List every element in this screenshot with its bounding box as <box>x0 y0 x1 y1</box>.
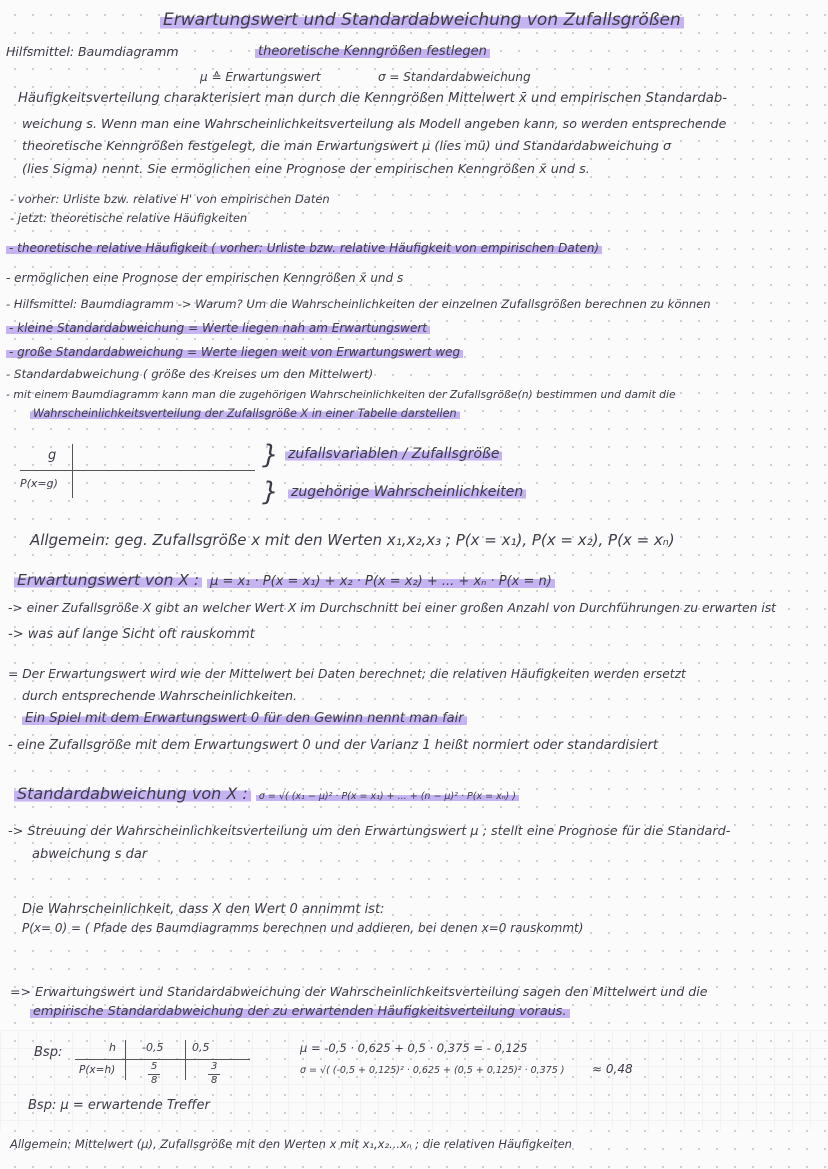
erwartung-line: -> was auf lange Sicht oft rauskommt <box>8 627 255 642</box>
prob-zero-line: P(x= 0) = ( Pfade des Baumdiagramms berechnen und addieren, bei denen x=0 rauskommt) <box>22 921 584 935</box>
erwartung-note: durch entsprechende Wahrscheinlichkeiten. <box>22 688 297 703</box>
table-note-variables: zufallsvariablen / Zufallsgröße <box>285 446 502 463</box>
bullet-item: - ermöglichen eine Prognose der empirischen Kenngrößen x̄ und s <box>6 271 404 285</box>
standard-line: abweichung s dar <box>32 847 148 862</box>
bsp-prob-a-den: 8 <box>151 1075 158 1086</box>
bsp-sigma-calc: σ = √( (-0,5 + 0,125)² · 0,625 + (0,5 + 0,125)² · 0,375 ) <box>300 1065 565 1076</box>
before-line: - vorher: Urliste bzw. relative H' von empirischen Daten <box>10 192 330 206</box>
bullet-item: - kleine Standardabweichung = Werte liegen nah am Erwartungswert <box>6 321 430 335</box>
bullet-item: - Hilfsmittel: Baumdiagramm -> Warum? Um die Wahrscheinlichkeiten der einzelnen Zufallsgrößen berechnen zu können <box>6 297 711 311</box>
bsp-mu-note: Bsp: μ = erwartende Treffer <box>28 1098 210 1113</box>
intro-line: theoretische Kenngrößen festgelegt, die man Erwartungswert μ (lies mü) und Standardabweichung σ <box>22 139 672 154</box>
erwartung-note: Ein Spiel mit dem Erwartungswert 0 für den Gewinn nennt man fair <box>22 711 467 727</box>
intro-line: weichung s. Wenn man eine Wahrscheinlichkeitsverteilung als Modell angeben kann, so werden entsprechende <box>22 116 727 131</box>
standardabweichung-heading: Standardabweichung von X : σ = √( (x₁ − μ)² · P(x = x₁) + ... + (n − μ)² · P(x = xₙ) ) <box>14 784 519 803</box>
bsp-divider <box>75 1059 250 1060</box>
bsp-prob-a-num: 5 <box>151 1061 158 1072</box>
page-subtitle: theoretische Kenngrößen festlegen <box>255 44 490 60</box>
bsp-p-label: P(x=h) <box>79 1064 116 1076</box>
brace-icon: } <box>262 440 279 470</box>
footer-line: Allgemein: Mittelwert (μ), Zufallsgröße mit den Werten x mit x₁,x₂...xₙ ; die relativen Häufigkeiten <box>10 1137 572 1151</box>
bsp-prob-b-num: 3 <box>211 1061 218 1072</box>
bullet-item: - große Standardabweichung = Werte liegen weit von Erwartungswert weg <box>6 345 463 359</box>
bsp-divider <box>185 1040 186 1080</box>
sigma-definition: σ = Standardabweichung <box>378 70 531 84</box>
table-row-label-p: P(x=g) <box>20 477 58 490</box>
mu-definition: μ ≙ Erwartungswert <box>200 70 321 84</box>
erwartung-line: -> einer Zufallsgröße X gibt an welcher Wert X im Durchschnitt bei einer großen Anzahl von Durchführungen zu erwarten ist <box>8 601 776 615</box>
distribution-table-template <box>18 442 268 502</box>
table-divider-horizontal <box>20 470 255 471</box>
bsp-sigma-result: ≈ 0,48 <box>592 1062 633 1076</box>
table-divider-vertical <box>72 444 73 498</box>
erwartung-note: - eine Zufallsgröße mit dem Erwartungswert 0 und der Varianz 1 heißt normiert oder standardisiert <box>8 738 659 753</box>
after-line: - jetzt: theoretische relative Häufigkeiten <box>10 211 248 225</box>
bsp-label: Bsp: <box>34 1045 63 1060</box>
erwartungswert-heading: Erwartungswert von X : μ = x₁ · P(x = x₁) + x₂ · P(x = x₂) + ... + xₙ · P(x = n) <box>14 571 555 590</box>
conclusion-line: => Erwartungswert und Standardabweichung der Wahrscheinlichkeitsverteilung sagen den Mittelwert und die <box>10 984 708 999</box>
hilfsmittel-label: Hilfsmittel: Baumdiagramm <box>6 44 179 59</box>
bullet-item: Wahrscheinlichkeitsverteilung der Zufallsgröße X in einer Tabelle darstellen <box>30 407 460 420</box>
table-row-label-g: g <box>48 448 57 463</box>
allgemein-line: Allgemein: geg. Zufallsgröße x mit den Werten x₁,x₂,x₃ ; P(x = x₁), P(x = x₂), P(x = xₙ) <box>30 531 675 549</box>
bsp-prob-b-den: 8 <box>211 1075 218 1086</box>
standard-line: -> Streuung der Wahrscheinlichkeitsverteilung um den Erwartungswert μ ; stellt eine Prognose für die Standard- <box>8 824 731 839</box>
bsp-mu-calc: μ = -0,5 · 0,625 + 0,5 · 0,375 = - 0,125 <box>300 1041 528 1055</box>
conclusion-line: empirische Standardabweichung der zu erwartenden Häufigkeitsverteilung voraus. <box>30 1004 570 1019</box>
intro-line: Häufigkeitsverteilung charakterisiert man durch die Kenngrößen Mittelwert x̄ und empirischen Standardab- <box>18 91 727 106</box>
page-title: Erwartungswert und Standardabweichung von Zufallsgrößen <box>160 10 684 30</box>
erwartung-note: = Der Erwartungswert wird wie der Mittelwert bei Daten berechnet; die relativen Häufigkeiten werden ersetzt <box>8 667 686 681</box>
bsp-value-a: -0,5 <box>142 1041 164 1054</box>
table-note-probabilities: zugehörige Wahrscheinlichkeiten <box>288 484 526 501</box>
bullet-item: - Standardabweichung ( größe des Kreises um den Mittelwert) <box>6 367 374 381</box>
bullet-item: - mit einem Baumdiagramm kann man die zugehörigen Wahrscheinlichkeiten der Zufallsgröße(n) bestimmen und damit die <box>6 388 676 401</box>
bsp-value-b: 0,5 <box>192 1041 210 1054</box>
brace-icon: } <box>262 477 279 507</box>
intro-line: (lies Sigma) nennt. Sie ermöglichen eine Prognose der empirischen Kenngrößen x̄ und s. <box>22 162 590 177</box>
bsp-h-label: h <box>109 1041 116 1054</box>
prob-zero-line: Die Wahrscheinlichkeit, dass X den Wert 0 annimmt ist: <box>22 902 385 917</box>
bullet-item: - theoretische relative Häufigkeit ( vorher: Urliste bzw. relative Häufigkeit von empirischen Daten) <box>6 241 602 255</box>
bsp-divider <box>125 1040 126 1080</box>
bsp-table <box>75 1040 255 1102</box>
